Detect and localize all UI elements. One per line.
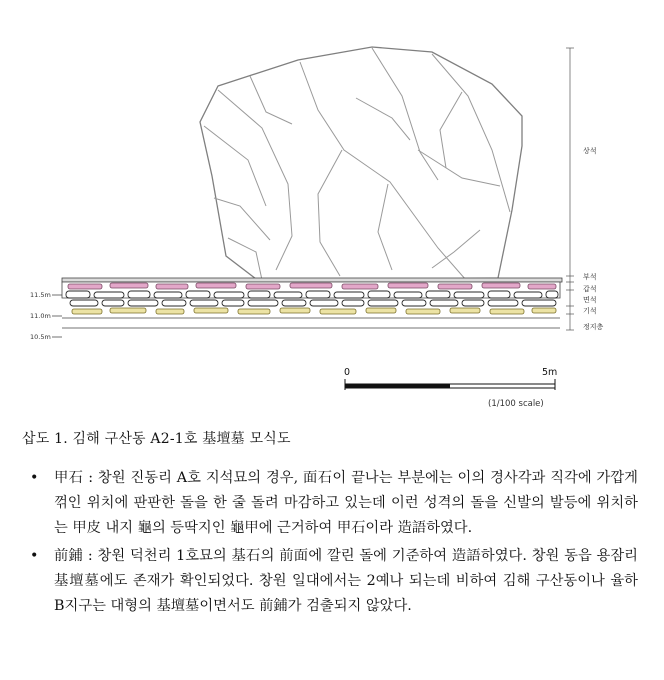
note-item — [28, 544, 638, 619]
scale-end-label: 5m — [542, 367, 558, 378]
scale-bar — [344, 367, 557, 409]
elevation-label: 11.0m — [30, 312, 51, 320]
stone-courses — [62, 278, 562, 328]
layer-label-base-stone: 기석 — [583, 307, 597, 315]
elevation-label: 10.5m — [30, 333, 51, 341]
figure-caption: 삽도 1. 김해 구산동 A2-1호 基壇墓 모식도 — [22, 431, 291, 447]
bullet-icon: • — [30, 470, 39, 486]
capstone — [200, 47, 522, 282]
scale-ratio-label: (1/100 scale) — [488, 399, 544, 409]
note-text: 前鋪 : 창원 덕천리 1호묘의 基石의 前面에 깔린 돌에 기준하여 造語하였다. 창원 동읍 용잠리 基壇墓에도 존재가 확인되었다. 창원 일대에서는 2예나 되는데 비하여 김해 구산동이나 율하 B지구는 대형의 基壇墓이면서도 前鋪가 검출되지 않았다. — [54, 548, 638, 614]
elevation-marks — [30, 291, 62, 341]
layer-label-support-stone: 부석 — [583, 273, 597, 281]
layer-label-cap-course: 갑석 — [583, 285, 597, 293]
scale-start-label: 0 — [344, 367, 351, 378]
layer-label-leveling-layer: 정지층 — [583, 323, 604, 331]
note-item — [28, 466, 638, 541]
note-list — [28, 466, 638, 622]
layer-label-face-stone: 면석 — [583, 296, 597, 304]
layer-labels — [566, 48, 604, 331]
elevation-label: 11.5m — [30, 291, 51, 299]
layer-label-capstone: 상석 — [583, 147, 597, 155]
note-text: 甲石 : 창원 진동리 A호 지석묘의 경우, 面石이 끝나는 부분에는 이의 경사각과 직각에 가깝게 꺾인 위치에 판판한 돌을 한 줄 돌려 마감하고 있는데 이런 성격의 돌을 신발의 발등에 위치하는 甲皮 내지 龜의 등딱지인 龜甲에 근거하여 甲石이라 造語하였다. — [54, 470, 638, 536]
bullet-icon: • — [30, 548, 39, 564]
